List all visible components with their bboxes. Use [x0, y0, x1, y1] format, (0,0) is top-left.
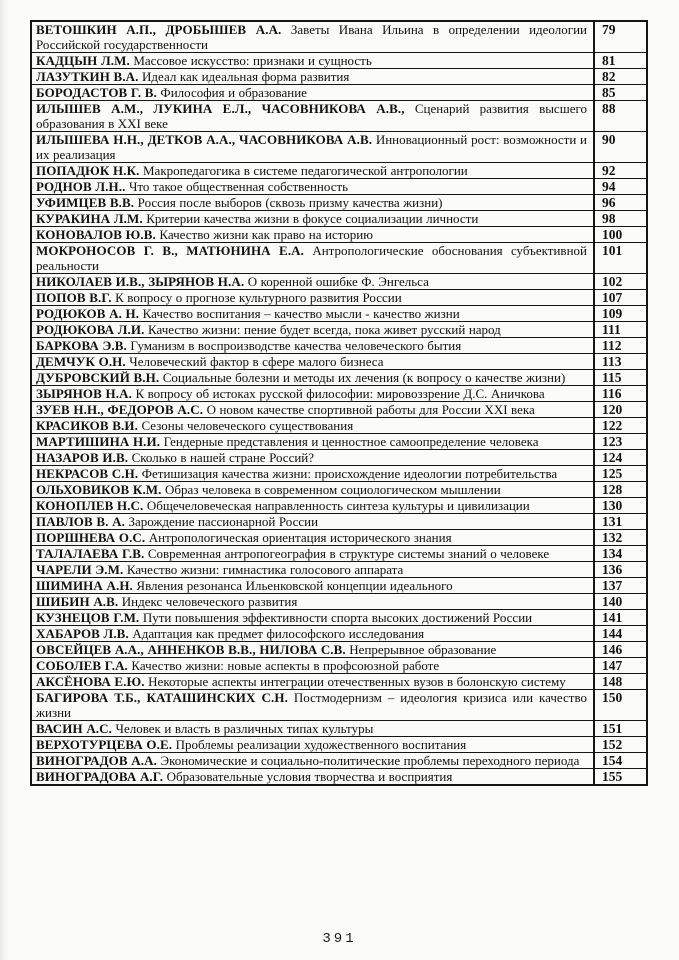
- entry-authors: ЗЫРЯНОВ Н.А.: [36, 386, 132, 401]
- entry-page-number: 79: [594, 21, 647, 53]
- toc-row: [31, 85, 647, 101]
- entry-title: Качество воспитания – качество мысли - качество жизни: [142, 306, 460, 321]
- toc-entry-cell: [31, 322, 594, 338]
- entry-title: Сколько в нашей стране Россий?: [131, 450, 315, 465]
- entry-title: Антропологическая ориентация исторического знания: [148, 530, 452, 545]
- entry-title: Социальные болезни и методы их лечения (к вопросу о качестве жизни): [162, 370, 566, 385]
- toc-row: [31, 179, 647, 195]
- entry-title: Непрерывное образование: [349, 642, 497, 657]
- entry-authors: ВАСИН А.С.: [36, 721, 112, 736]
- entry-title: Идеал как идеальная форма развития: [142, 69, 350, 84]
- toc-entry-cell: [31, 243, 594, 274]
- entry-page-number: 144: [594, 626, 647, 642]
- toc-entry-cell: [31, 562, 594, 578]
- toc-entry-cell: [31, 53, 594, 69]
- toc-row: [31, 101, 647, 132]
- entry-authors: ИЛЫШЕВ А.М., ЛУКИНА Е.Л., ЧАСОВНИКОВА А.В.,: [36, 101, 405, 116]
- entry-title: Образовательные условия творчества и восприятия: [166, 769, 453, 784]
- entry-page-number: 94: [594, 179, 647, 195]
- toc-row: [31, 530, 647, 546]
- entry-authors: ОЛЬХОВИКОВ К.М.: [36, 482, 162, 497]
- page-number-footer: 391: [322, 931, 357, 947]
- toc-row: [31, 434, 647, 450]
- toc-entry-cell: [31, 753, 594, 769]
- entry-authors: ШИМИНА А.Н.: [36, 578, 133, 593]
- toc-entry-cell: [31, 101, 594, 132]
- entry-page-number: 92: [594, 163, 647, 179]
- entry-title: Человек и власть в различных типах культуры: [115, 721, 374, 736]
- entry-title: Человеческий фактор в сфере малого бизнеса: [129, 354, 384, 369]
- toc-entry-cell: [31, 434, 594, 450]
- toc-entry-cell: [31, 721, 594, 737]
- entry-title: Явления резонанса Ильенковской концепции идеального: [136, 578, 453, 593]
- entry-authors: ХАБАРОВ Л.В.: [36, 626, 129, 641]
- entry-authors: КУЗНЕЦОВ Г.М.: [36, 610, 140, 625]
- entry-page-number: 88: [594, 101, 647, 132]
- entry-authors: КРАСИКОВ В.И.: [36, 418, 138, 433]
- entry-authors: КУРАКИНА Л.М.: [36, 211, 143, 226]
- toc-entry-cell: [31, 21, 594, 53]
- toc-row: [31, 562, 647, 578]
- toc-entry-cell: [31, 418, 594, 434]
- entry-authors: АКСЁНОВА Е.Ю.: [36, 674, 145, 689]
- entry-page-number: 82: [594, 69, 647, 85]
- entry-authors: НИКОЛАЕВ И.В., ЗЫРЯНОВ Н.А.: [36, 274, 245, 289]
- entry-title: Общечеловеческая направленность синтеза культуры и цивилизации: [146, 498, 530, 513]
- toc-row: [31, 482, 647, 498]
- entry-page-number: 81: [594, 53, 647, 69]
- toc-entry-cell: [31, 530, 594, 546]
- toc-entry-cell: [31, 132, 594, 163]
- entry-page-number: 152: [594, 737, 647, 753]
- entry-authors: ПОРШНЕВА О.С.: [36, 530, 146, 545]
- entry-page-number: 137: [594, 578, 647, 594]
- entry-authors: ЧАРЕЛИ Э.М.: [36, 562, 124, 577]
- entry-title: Что такое общественная собственность: [128, 179, 349, 194]
- toc-entry-cell: [31, 466, 594, 482]
- entry-page-number: 140: [594, 594, 647, 610]
- entry-page-number: 102: [594, 274, 647, 290]
- toc-row: [31, 290, 647, 306]
- entry-authors: УФИМЦЕВ В.В.: [36, 195, 135, 210]
- entry-title: Россия после выборов (сквозь призму качества жизни): [137, 195, 443, 210]
- entry-authors: ПОПОВ В.Г.: [36, 290, 112, 305]
- scan-edge-artifact: [0, 0, 9, 960]
- entry-page-number: 85: [594, 85, 647, 101]
- entry-title: Образ человека в современном социологическом мышлении: [165, 482, 501, 497]
- entry-title: Некоторые аспекты интеграции отечественных вузов в болонскую систему: [148, 674, 566, 689]
- entry-title: Критерии качества жизни в фокусе социализации личности: [146, 211, 479, 226]
- entry-page-number: 115: [594, 370, 647, 386]
- entry-title: Антропологические обоснования субъективной реальности: [36, 243, 587, 273]
- toc-row: [31, 514, 647, 530]
- toc-row: [31, 626, 647, 642]
- toc-row: [31, 594, 647, 610]
- entry-title: Инновационный рост: возможности и их реализация: [36, 132, 587, 162]
- entry-title: Пути повышения эффективности спорта высоких достижений России: [142, 610, 533, 625]
- entry-authors: ПОПАДЮК Н.К.: [36, 163, 140, 178]
- toc-entry-cell: [31, 227, 594, 243]
- entry-page-number: 107: [594, 290, 647, 306]
- toc-row: [31, 354, 647, 370]
- toc-row: [31, 642, 647, 658]
- toc-row: [31, 402, 647, 418]
- entry-page-number: 96: [594, 195, 647, 211]
- toc-row: [31, 546, 647, 562]
- entry-page-number: 124: [594, 450, 647, 466]
- toc-row: [31, 769, 647, 786]
- entry-authors: РОДЮКОВА Л.И.: [36, 322, 145, 337]
- entry-title: Сценарий развития высшего образования в XXI веке: [36, 101, 587, 131]
- toc-entry-cell: [31, 546, 594, 562]
- entry-page-number: 147: [594, 658, 647, 674]
- entry-title: Качество жизни: пение будет всегда, пока живет русский народ: [148, 322, 501, 337]
- entry-page-number: 120: [594, 402, 647, 418]
- toc-row: [31, 132, 647, 163]
- entry-title: Качество жизни: новые аспекты в профсоюзной работе: [131, 658, 440, 673]
- entry-title: Проблемы реализации художественного воспитания: [175, 737, 467, 752]
- entry-authors: РОДЮКОВ А. Н.: [36, 306, 140, 321]
- toc-entry-cell: [31, 163, 594, 179]
- entry-title: Зарождение пассионарной России: [128, 514, 319, 529]
- entry-authors: НЕКРАСОВ С.Н.: [36, 466, 139, 481]
- entry-page-number: 113: [594, 354, 647, 370]
- entry-authors: ИЛЫШЕВА Н.Н., ДЕТКОВ А.А., ЧАСОВНИКОВА А.В.: [36, 132, 373, 147]
- entry-authors: ПАВЛОВ В. А.: [36, 514, 125, 529]
- entry-title: Качество жизни как право на историю: [159, 227, 373, 242]
- toc-entry-cell: [31, 482, 594, 498]
- toc-row: [31, 418, 647, 434]
- entry-title: Заветы Ивана Ильина в определении идеологии Российской государственности: [36, 22, 587, 52]
- entry-title: Гуманизм в воспроизводстве качества человеческого бытия: [130, 338, 462, 353]
- entry-authors: ВЕРХОТУРЦЕВА О.Е.: [36, 737, 173, 752]
- entry-page-number: 123: [594, 434, 647, 450]
- toc-entry-cell: [31, 626, 594, 642]
- entry-title: Постмодернизм – идеология кризиса или качество жизни: [36, 690, 588, 720]
- entry-page-number: 150: [594, 690, 647, 721]
- toc-row: [31, 53, 647, 69]
- entry-authors: ОВСЕЙЦЕВ А.А., АННЕНКОВ В.В., НИЛОВА С.В.: [36, 642, 346, 657]
- entry-authors: НАЗАРОВ И.В.: [36, 450, 129, 465]
- entry-authors: ТАЛАЛАЕВА Г.В.: [36, 546, 145, 561]
- toc-row: [31, 370, 647, 386]
- toc-row: [31, 578, 647, 594]
- toc-row: [31, 737, 647, 753]
- toc-row: [31, 322, 647, 338]
- entry-authors: ДЕМЧУК О.Н.: [36, 354, 126, 369]
- entry-authors: БОРОДАСТОВ Г. В.: [36, 85, 157, 100]
- entry-page-number: 112: [594, 338, 647, 354]
- toc-row: [31, 21, 647, 53]
- entry-title: Фетишизация качества жизни: происхождение идеологии потребительства: [141, 466, 558, 481]
- toc-row: [31, 690, 647, 721]
- toc-entry-cell: [31, 370, 594, 386]
- entry-title: К вопросу о прогнозе культурного развития России: [115, 290, 402, 305]
- toc-row: [31, 243, 647, 274]
- toc-entry-cell: [31, 85, 594, 101]
- entry-title: Экономические и социально-политические проблемы переходного периода: [160, 753, 580, 768]
- toc-entry-cell: [31, 338, 594, 354]
- toc-table: [30, 20, 648, 786]
- entry-page-number: 154: [594, 753, 647, 769]
- entry-page-number: 100: [594, 227, 647, 243]
- toc-row: [31, 163, 647, 179]
- entry-page-number: 136: [594, 562, 647, 578]
- toc-entry-cell: [31, 674, 594, 690]
- toc-row: [31, 674, 647, 690]
- toc-entry-cell: [31, 354, 594, 370]
- toc-entry-cell: [31, 386, 594, 402]
- toc-row: [31, 69, 647, 85]
- toc-entry-cell: [31, 211, 594, 227]
- entry-authors: КОНОВАЛОВ Ю.В.: [36, 227, 156, 242]
- entry-title: О коренной ошибке Ф. Энгельса: [247, 274, 429, 289]
- entry-page-number: 90: [594, 132, 647, 163]
- toc-row: [31, 498, 647, 514]
- toc-entry-cell: [31, 450, 594, 466]
- entry-page-number: 141: [594, 610, 647, 626]
- entry-title: Массовое искусство: признаки и сущность: [133, 53, 372, 68]
- entry-page-number: 155: [594, 769, 647, 786]
- entry-page-number: 130: [594, 498, 647, 514]
- entry-authors: БАРКОВА Э.В.: [36, 338, 127, 353]
- entry-authors: ВИНОГРАДОВ А.А.: [36, 753, 157, 768]
- entry-title: О новом качестве спортивной работы для России XXI века: [206, 402, 535, 417]
- toc-entry-cell: [31, 737, 594, 753]
- entry-page-number: 128: [594, 482, 647, 498]
- toc-entry-cell: [31, 514, 594, 530]
- toc-entry-cell: [31, 306, 594, 322]
- entry-page-number: 111: [594, 322, 647, 338]
- toc-row: [31, 450, 647, 466]
- entry-title: Философия и образование: [160, 85, 307, 100]
- toc-entry-cell: [31, 769, 594, 786]
- toc-entry-cell: [31, 658, 594, 674]
- toc-row: [31, 610, 647, 626]
- entry-authors: КОНОПЛЕВ Н.С.: [36, 498, 144, 513]
- entry-authors: КАДЦЫН Л.М.: [36, 53, 130, 68]
- entry-page-number: 122: [594, 418, 647, 434]
- entry-title: К вопросу об истоках русской философии: мировоззрение Д.С. Аничкова: [135, 386, 545, 401]
- toc-row: [31, 753, 647, 769]
- toc-entry-cell: [31, 69, 594, 85]
- toc-entry-cell: [31, 498, 594, 514]
- entry-authors: РОДНОВ Л.Н..: [36, 179, 126, 194]
- entry-authors: БАГИРОВА Т.Б., КАТАШИНСКИХ С.Н.: [36, 690, 288, 705]
- entry-title: Адаптация как предмет философского исследования: [132, 626, 425, 641]
- entry-authors: МАРТИШИНА Н.И.: [36, 434, 161, 449]
- entry-title: Индекс человеческого развития: [121, 594, 298, 609]
- entry-page-number: 148: [594, 674, 647, 690]
- entry-page-number: 146: [594, 642, 647, 658]
- entry-title: Сезоны человеческого существования: [141, 418, 354, 433]
- toc-entry-cell: [31, 642, 594, 658]
- entry-authors: МОКРОНОСОВ Г. В., МАТЮНИНА Е.А.: [36, 243, 305, 258]
- entry-title: Макропедагогика в системе педагогической антропологии: [143, 163, 468, 178]
- entry-page-number: 151: [594, 721, 647, 737]
- toc-row: [31, 721, 647, 737]
- toc-row: [31, 211, 647, 227]
- toc-entry-cell: [31, 179, 594, 195]
- toc-entry-cell: [31, 610, 594, 626]
- toc-row: [31, 274, 647, 290]
- entry-authors: ЛАЗУТКИН В.А.: [36, 69, 139, 84]
- toc-entry-cell: [31, 195, 594, 211]
- entry-title: Качество жизни: гимнастика голосового аппарата: [126, 562, 404, 577]
- entry-title: Гендерные представления и ценностное самоопределение человека: [163, 434, 539, 449]
- entry-authors: СОБОЛЕВ Г.А.: [36, 658, 128, 673]
- toc-entry-cell: [31, 690, 594, 721]
- toc-row: [31, 195, 647, 211]
- entry-authors: ЗУЕВ Н.Н., ФЕДОРОВ А.С.: [36, 402, 204, 417]
- toc-row: [31, 306, 647, 322]
- toc-row: [31, 227, 647, 243]
- toc-table-body: [31, 21, 647, 785]
- toc-row: [31, 658, 647, 674]
- toc-entry-cell: [31, 274, 594, 290]
- entry-page-number: 101: [594, 243, 647, 274]
- toc-row: [31, 386, 647, 402]
- entry-authors: ВЕТОШКИН А.П., ДРОБЫШЕВ А.А.: [36, 22, 282, 37]
- entry-page-number: 132: [594, 530, 647, 546]
- toc-entry-cell: [31, 594, 594, 610]
- entry-page-number: 98: [594, 211, 647, 227]
- toc-entry-cell: [31, 402, 594, 418]
- entry-authors: ВИНОГРАДОВА А.Г.: [36, 769, 164, 784]
- entry-title: Современная антропогеография в структуре системы знаний о человеке: [147, 546, 550, 561]
- toc-row: [31, 338, 647, 354]
- entry-page-number: 131: [594, 514, 647, 530]
- toc-entry-cell: [31, 290, 594, 306]
- toc-row: [31, 466, 647, 482]
- entry-page-number: 109: [594, 306, 647, 322]
- toc-entry-cell: [31, 578, 594, 594]
- entry-page-number: 116: [594, 386, 647, 402]
- entry-authors: ШИБИН А.В.: [36, 594, 119, 609]
- entry-page-number: 134: [594, 546, 647, 562]
- entry-authors: ДУБРОВСКИЙ В.Н.: [36, 370, 160, 385]
- entry-page-number: 125: [594, 466, 647, 482]
